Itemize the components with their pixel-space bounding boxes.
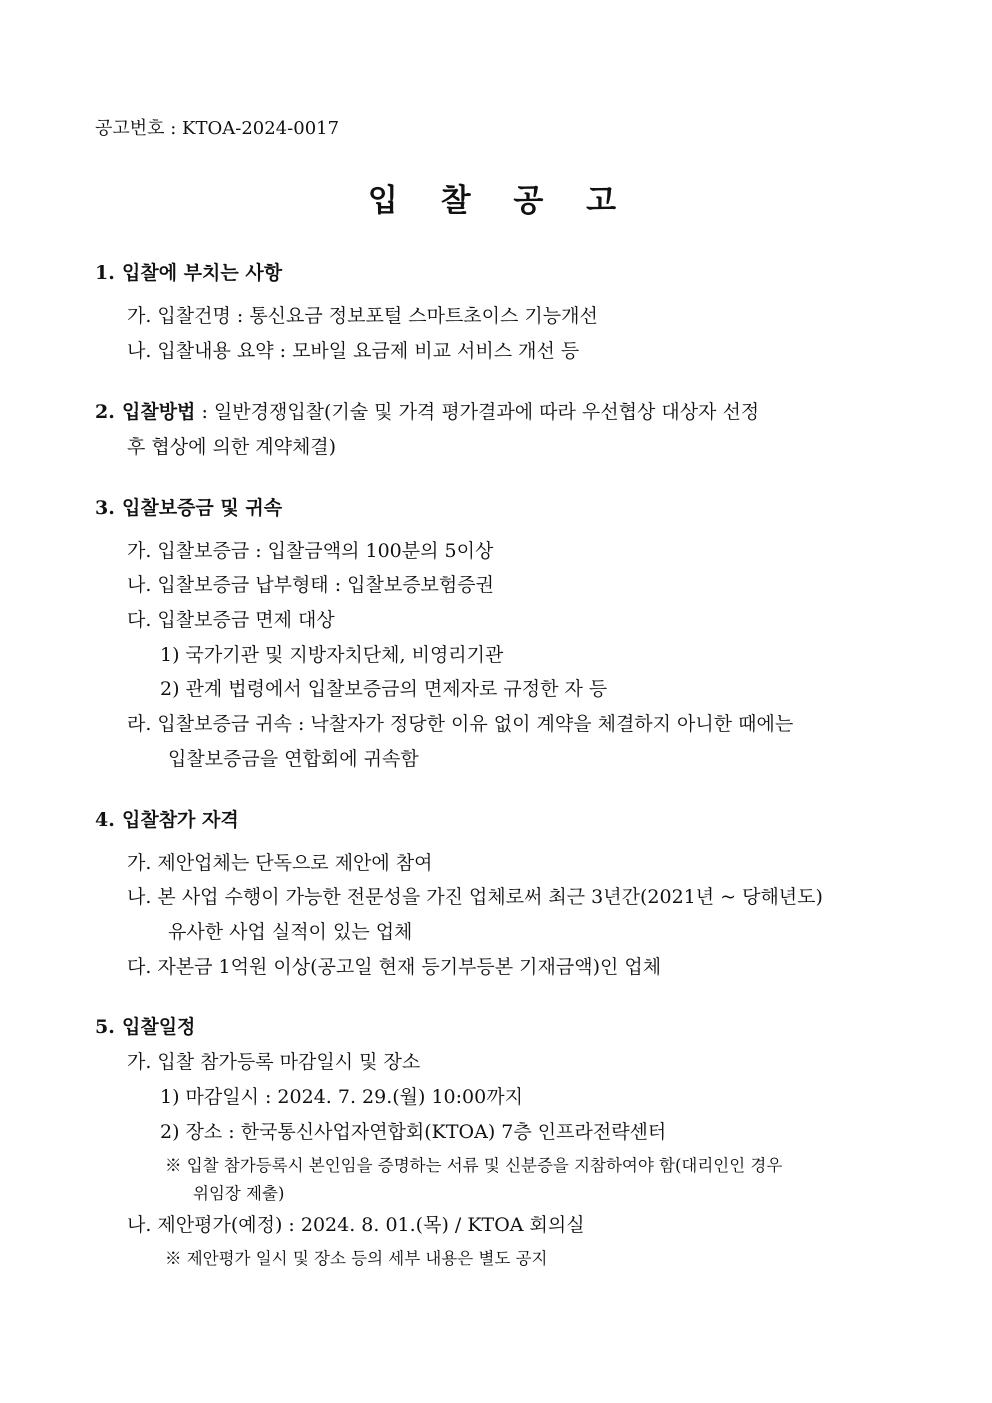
section-3-item-continuation: 입찰보증금을 연합회에 귀속함 <box>168 748 419 770</box>
section-5-note: ※ 제안평가 일시 및 장소 등의 세부 내용은 별도 공지 <box>165 1249 548 1268</box>
section-3-subitem: 1) 국가기관 및 지방자치단체, 비영리기관 <box>160 644 504 666</box>
section-number: 5. <box>95 1016 115 1038</box>
page-title: 입 찰 공 고 <box>367 183 633 219</box>
section-number: 3. <box>95 497 115 519</box>
section-5-heading <box>95 1014 195 1040</box>
section-2-heading <box>95 399 759 425</box>
section-4-item-continuation: 유사한 사업 실적이 있는 업체 <box>168 921 413 943</box>
section-title: 입찰방법 <box>122 401 196 423</box>
section-number: 4. <box>95 809 115 831</box>
section-3-item: 나. 입찰보증금 납부형태 : 입찰보증보험증권 <box>127 574 494 596</box>
section-4-item: 나. 본 사업 수행이 가능한 전문성을 가진 업체로써 최근 3년간(2021년 ~ 당해년도) <box>127 886 823 908</box>
section-title: 입찰보증금 및 귀속 <box>122 497 283 519</box>
section-number: 2. <box>95 401 115 423</box>
section-3-subitem: 2) 관계 법령에서 입찰보증금의 면제자로 규정한 자 등 <box>160 678 608 700</box>
section-1-heading <box>95 260 282 286</box>
section-4-item: 다. 자본금 1억원 이상(공고일 현재 등기부등본 기재금액)인 업체 <box>127 956 662 978</box>
notice-number: 공고번호 : KTOA-2024-0017 <box>95 118 340 139</box>
section-number: 1. <box>95 262 115 284</box>
section-3-item: 가. 입찰보증금 : 입찰금액의 100분의 5이상 <box>127 540 494 562</box>
section-5-subitem: 1) 마감일시 : 2024. 7. 29.(월) 10:00까지 <box>160 1086 523 1108</box>
section-title: 입찰에 부치는 사항 <box>122 262 283 284</box>
section-4-item: 가. 제안업체는 단독으로 제안에 참여 <box>127 852 433 874</box>
section-1-item: 가. 입찰건명 : 통신요금 정보포털 스마트초이스 기능개선 <box>127 305 598 327</box>
section-4-heading <box>95 807 239 833</box>
section-5-note-continuation: 위임장 제출) <box>193 1184 285 1203</box>
section-3-heading <box>95 495 282 521</box>
section-5-subitem: 2) 장소 : 한국통신사업자연합회(KTOA) 7층 인프라전략센터 <box>160 1121 667 1143</box>
section-2-continuation: 후 협상에 의한 계약체결) <box>127 436 337 458</box>
section-1-item: 나. 입찰내용 요약 : 모바일 요금제 비교 서비스 개선 등 <box>127 340 580 362</box>
section-5-item: 나. 제안평가(예정) : 2024. 8. 01.(목) / KTOA 회의실 <box>127 1214 585 1236</box>
section-3-item: 라. 입찰보증금 귀속 : 낙찰자가 정당한 이유 없이 계약을 체결하지 아니한 때에는 <box>127 713 794 735</box>
section-title: 입찰일정 <box>122 1016 196 1038</box>
section-title: 입찰참가 자격 <box>122 809 239 831</box>
section-2-description: : 일반경쟁입찰(기술 및 가격 평가결과에 따라 우선협상 대상자 선정 <box>195 401 760 423</box>
section-5-item: 가. 입찰 참가등록 마감일시 및 장소 <box>127 1051 421 1073</box>
section-5-note: ※ 입찰 참가등록시 본인임을 증명하는 서류 및 신분증을 지참하여야 함(대리인인 경우 <box>165 1156 783 1175</box>
section-3-item: 다. 입찰보증금 면제 대상 <box>127 609 335 631</box>
